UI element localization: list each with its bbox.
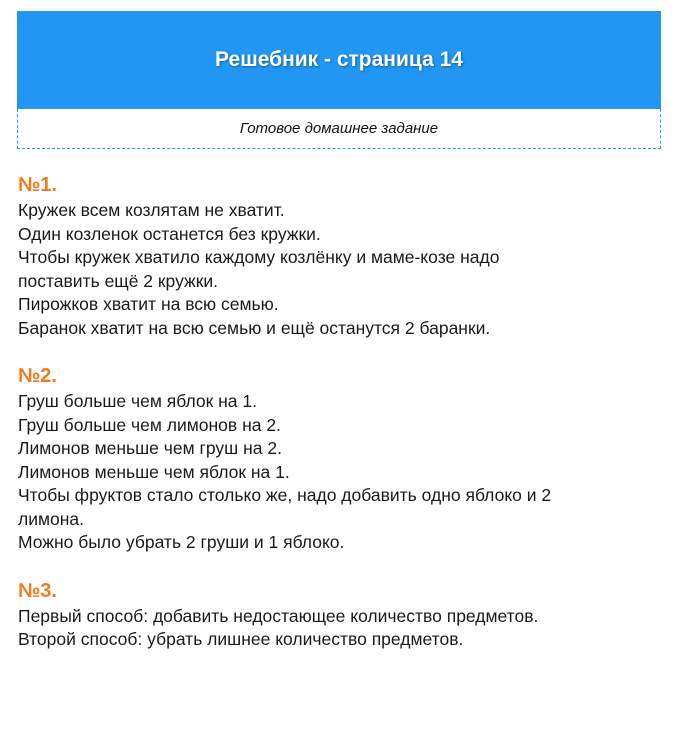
answer-line: Лимонов меньше чем яблок на 1. [18,461,290,482]
page-subtitle: Готовое домашнее задание [17,109,661,149]
task-1 [18,171,663,340]
solutions-content [18,171,663,674]
page-header [17,11,661,109]
task-3 [18,577,663,652]
page-title: Решебник - страница 14 [215,48,463,71]
answer-line: Второй способ: убрать лишнее количество предметов. [18,629,464,649]
answer-line: Груш больше чем лимонов на 2. [18,414,281,435]
answer-line: Чтобы кружек хватило каждому козлёнку и маме-козе надо [18,247,500,267]
answer-line: Первый способ: добавить недостающее количество предметов. [18,605,539,626]
answer-line: Лимонов меньше чем груш на 2. [18,438,282,458]
answer-line: лимона. [18,508,85,529]
task-number: №2. [18,365,57,387]
answer-line: Груш больше чем яблок на 1. [18,391,257,411]
answer-line: Чтобы фруктов стало столько же, надо добавить одно яблоко и 2 [18,485,552,505]
answer-line: Можно было убрать 2 груши и 1 яблоко. [18,532,345,552]
task-2 [18,362,663,555]
answer-line: Баранок хватит на всю семью и ещё останутся 2 баранки. [18,317,491,338]
task-number: №3. [18,579,57,602]
task-number: №1. [18,174,57,196]
answer-line: Пирожков хватит на всю семью. [18,294,279,314]
answer-line: поставить ещё 2 кружки. [18,270,219,291]
answer-line: Один козленок останется без кружки. [18,223,321,244]
answer-line: Кружек всем козлятам не хватит. [18,200,285,220]
